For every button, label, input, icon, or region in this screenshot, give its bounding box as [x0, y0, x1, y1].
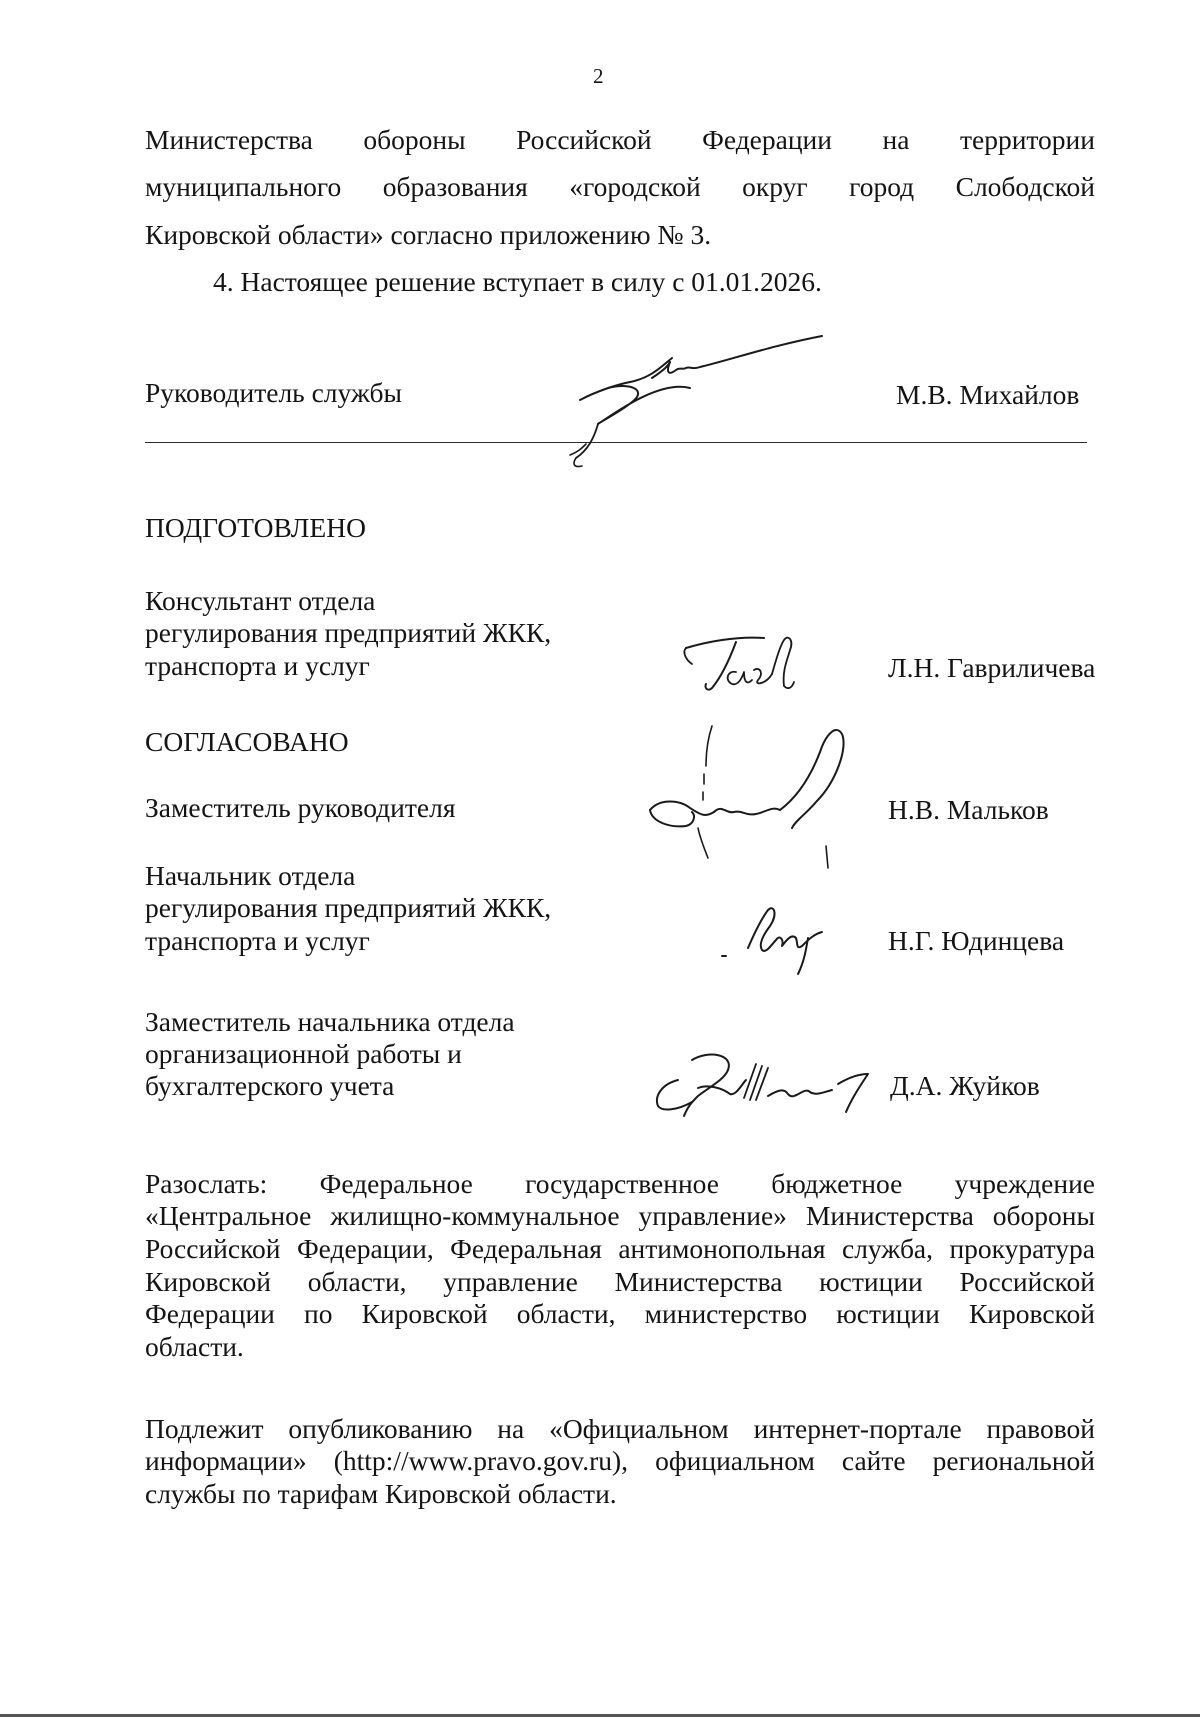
- distribution-line: Разослать: Федеральное государственное бюджетное учреждение: [145, 1168, 1095, 1199]
- head-name: М.В. Михайлов: [896, 379, 1080, 410]
- prepared-position-line: Консультант отдела: [145, 585, 376, 616]
- prepared-position-line: регулирования предприятий ЖКК,: [145, 617, 552, 648]
- prepared-position-line: транспорта и услуг: [145, 650, 370, 681]
- distribution-line: «Центральное жилищно-коммунальное управление» Министерства обороны: [145, 1200, 1095, 1231]
- agreed-position-line: транспорта и услуг: [145, 925, 370, 956]
- publication-line: Подлежит опубликованию на «Официальном интернет-портале правовой: [145, 1413, 1095, 1444]
- clause-4: 4. Настоящее решение вступает в силу с 01.01.2026.: [213, 266, 822, 297]
- agreed-position-line: регулирования предприятий ЖКК,: [145, 892, 552, 923]
- agreed-signature-image: [718, 898, 838, 978]
- agreed-signature-image: [648, 1040, 888, 1120]
- distribution-line: Кировской области, управление Министерства юстиции Российской: [145, 1266, 1095, 1297]
- agreed-name: Н.В. Мальков: [888, 794, 1049, 825]
- distribution-line: Федерации по Кировской области, министерство юстиции Кировской: [145, 1298, 1095, 1329]
- publication-line: информации» (http://www.pravo.gov.ru), официальном сайте региональной: [145, 1445, 1095, 1476]
- publication-line: службы по тарифам Кировской области.: [145, 1478, 617, 1509]
- body-text-line: Кировской области» согласно приложению № 3.: [145, 219, 712, 250]
- agreed-position-line: бухгалтерского учета: [145, 1070, 395, 1101]
- distribution-line: Российской Федерации, Федеральная антимонопольная служба, прокуратура: [145, 1233, 1095, 1264]
- agreed-heading: СОГЛАСОВАНО: [145, 726, 349, 757]
- agreed-name: Д.А. Жуйков: [890, 1070, 1040, 1101]
- head-position: Руководитель службы: [145, 377, 403, 408]
- prepared-heading: ПОДГОТОВЛЕНО: [145, 512, 366, 543]
- page-number: 2: [593, 64, 604, 88]
- agreed-position-line: Начальник отдела: [145, 860, 356, 891]
- agreed-signature-image: [630, 718, 860, 878]
- agreed-position-line: организационной работы и: [145, 1038, 462, 1069]
- body-text-line: муниципального образования «городской округ город Слободской: [145, 171, 1095, 202]
- prepared-name: Л.Н. Гавриличева: [888, 652, 1096, 683]
- bottom-scan-edge: [0, 1714, 1200, 1717]
- head-signature-image: [560, 340, 850, 470]
- distribution-line: области.: [145, 1331, 244, 1362]
- agreed-position-line: Заместитель руководителя: [145, 792, 456, 823]
- agreed-name: Н.Г. Юдинцева: [888, 925, 1065, 956]
- body-text-line: Министерства обороны Российской Федерации на территории: [145, 124, 1095, 155]
- agreed-position-line: Заместитель начальника отдела: [145, 1006, 515, 1037]
- prepared-signature-image: [676, 630, 816, 700]
